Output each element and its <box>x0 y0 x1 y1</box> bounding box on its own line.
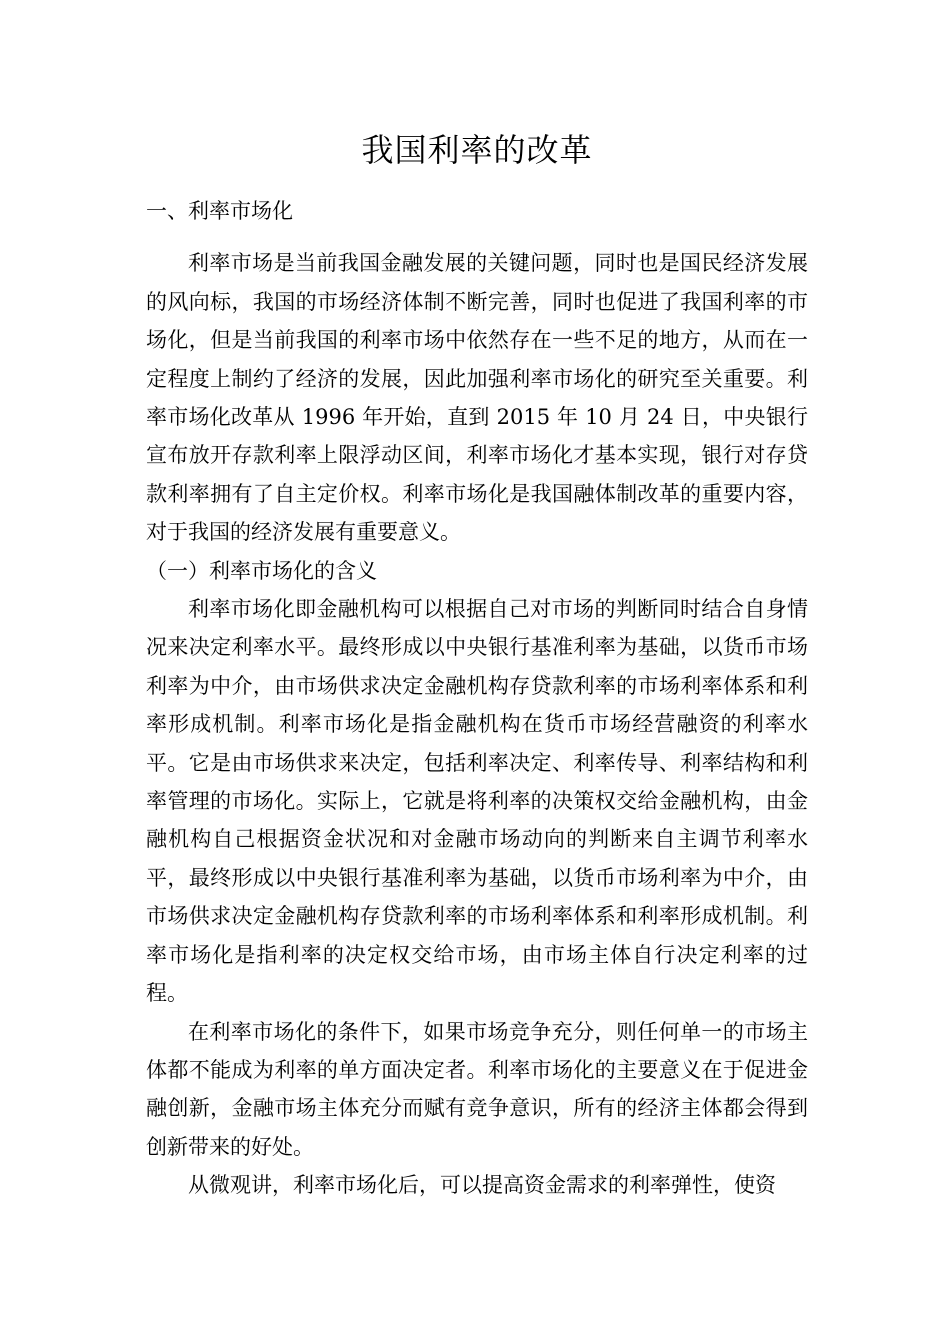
section-heading: 一、利率市场化 <box>146 199 293 223</box>
body-paragraph: 利率市场是当前我国金融发展的关键问题，同时也是国民经济发展的风向标，我国的市场经济体制不断完善，同时也促进了我国利率的市场化，但是当前我国的利率市场中依然存在一些不足的地方，从而在一定程度上制约了经济的发展，因此加强利率市场化的研究至关重要。利率市场化改革从 1996 年开始，直到 2015 年 10 月 24 日，中央银行宣布放开存款利率上限浮动区间，利率市场化才基本实现，银行对存贷款利率拥有了自主定价权。利率市场化是我国融体制改革的重要内容，对于我国的经济发展有重要意义。 <box>146 251 808 545</box>
subsection-heading: （一）利率市场化的含义 <box>146 558 377 583</box>
body-paragraph: 从微观讲，利率市场化后，可以提高资金需求的利率弹性，使资 <box>188 1173 776 1198</box>
body-paragraph: 利率市场化即金融机构可以根据自己对市场的判断同时结合自身情况来决定利率水平。最终形成以中央银行基准利率为基础，以货币市场利率为中介，由市场供求决定金融机构存贷款利率的市场利率体系和利率形成机制。利率市场化是指金融机构在货币市场经营融资的利率水平。它是由市场供求来决定，包括利率决定、利率传导、利率结构和利率管理的市场化。实际上，它就是将利率的决策权交给金融机构，由金融机构自己根据资金状况和对金融市场动向的判断来自主调节利率水平，最终形成以中央银行基准利率为基础，以货币市场利率为中介，由市场供求决定金融机构存贷款利率的市场利率体系和利率形成机制。利率市场化是指利率的决定权交给市场，由市场主体自行决定利率的过程。 <box>146 597 808 1006</box>
document-title: 我国利率的改革 <box>361 131 593 169</box>
document-body <box>146 192 808 1205</box>
body-paragraph: 在利率市场化的条件下，如果市场竞争充分，则任何单一的市场主体都不能成为利率的单方面决定者。利率市场化的主要意义在于促进金融创新，金融市场主体充分而赋有竞争意识，所有的经济主体都会得到创新带来的好处。 <box>146 1019 808 1159</box>
